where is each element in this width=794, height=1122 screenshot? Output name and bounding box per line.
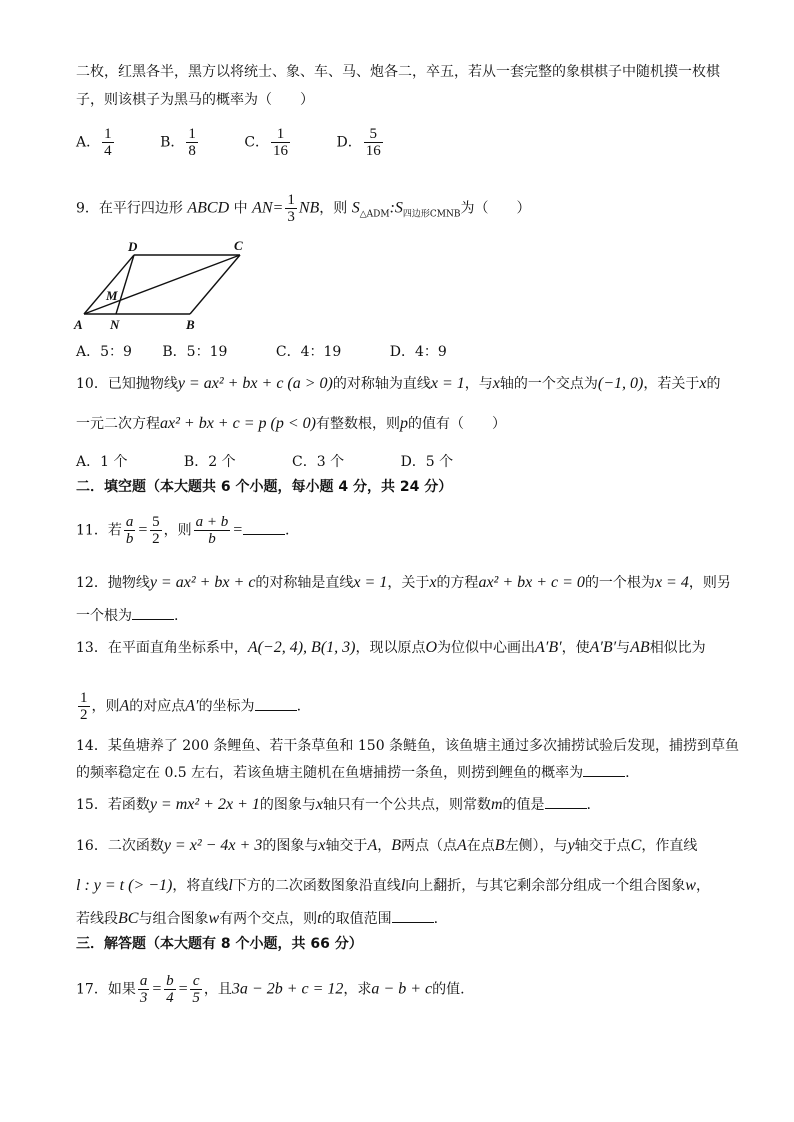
q10-option-a: A．1 个 <box>76 454 128 470</box>
label-n: N <box>110 317 120 332</box>
q12-answer-blank <box>132 605 174 620</box>
q14-line1: 14．某鱼塘养了 200 条鲤鱼、若干条草鱼和 150 条鲢鱼，该鱼塘主通过多次捕捞试验后发现，捕捞到草鱼 <box>76 738 740 754</box>
q13-line2: $\frac{1}{2}$ ，则A的对应点A′的坐标为 . <box>80 690 302 723</box>
q10-option-d: D．5 个 <box>400 454 454 470</box>
q16-answer-blank <box>392 908 434 923</box>
q10-options <box>76 452 493 472</box>
parallelogram-figure <box>72 236 252 334</box>
label-b: B <box>186 317 195 332</box>
q16-line1: 16．二次函数y = x² − 4x + 3的图象与x轴交于A，B两点（点A在点B左侧），与y轴交于点C，作直线 <box>76 837 698 854</box>
q12-line2: 一个根为 . <box>76 605 178 626</box>
q8-option-b: B． $\frac{1}{8}$ <box>160 126 196 159</box>
q13-line1: 13．在平面直角坐标系中，A(−2, 4), B(1, 3)，现以原点O为位似中心画出A′B′，使A′B′与AB相似比为 <box>76 639 706 656</box>
label-d: D <box>128 239 138 254</box>
label-c: C <box>234 238 243 253</box>
q10-option-b: B．2 个 <box>183 454 236 470</box>
q10-line2: 一元二次方程ax² + bx + c = p (p < 0)有整数根，则p的值有（ ） <box>76 415 506 432</box>
q8-option-c: C． $\frac{1}{16}$ <box>244 126 289 159</box>
q9-stem: 9．在平行四边形 ABCD 中 AN= $\frac{1}{3}$ NB，则 $S_{\triangle ADM}:S_{四边形CMNB}$为（ ） <box>76 192 531 225</box>
q8-option-a: A． $\frac{1}{4}$ <box>76 126 112 159</box>
q10-option-c: C．3 个 <box>292 454 345 470</box>
q10-line1: 10．已知抛物线y = ax² + bx + c (a > 0)的对称轴为直线x = 1，与x轴的一个交点为(−1, 0)，若关于x的 <box>76 375 721 392</box>
q16-line2: l : y = t (> −1)，将直线l下方的二次函数图象沿直线l向上翻折，与其它剩余部分组成一个组合图象w， <box>76 877 710 894</box>
q8-line2: 子，则该棋子为黑马的概率为（ ） <box>76 92 314 108</box>
q17: 17．如果 $\frac{a}{3}$ = $\frac{b}{4}$ = $\frac{c}{5}$ ，且3a − 2b + c = 12，求a − b + c的值. <box>76 973 465 1006</box>
q14-line2: 的频率稳定在 0.5 左右，若该鱼塘主随机在鱼塘捕捞一条鱼，则捞到鲤鱼的概率为 . <box>76 762 630 783</box>
section-3-heading: 三．解答题（本大题有 8 个小题，共 66 分） <box>76 936 363 952</box>
q9-options <box>76 342 487 362</box>
q9-option-c: C．4：19 <box>275 344 342 360</box>
q14-answer-blank <box>583 762 625 777</box>
label-m: M <box>106 288 118 303</box>
q9-option-a: A．5：9 <box>76 344 132 360</box>
q8-line1: 二枚，红黑各半，黑方以将统士、象、车、马、炮各二，卒五，若从一套完整的象棋棋子中随机摸一枚棋 <box>76 64 720 80</box>
q11: 11．若 $\frac{a}{b}$ = $\frac{5}{2}$ ，则 $\frac{a + b}{b}$ = . <box>76 514 290 547</box>
q12-line1: 12．抛物线y = ax² + bx + c的对称轴是直线x = 1，关于x的方程ax² + bx + c = 0的一个根为x = 4，则另 <box>76 574 731 591</box>
q9-option-d: D．4：9 <box>389 344 447 360</box>
q13-answer-blank <box>255 696 297 711</box>
q15-answer-blank <box>545 794 587 809</box>
section-2-heading: 二．填空题（本大题共 6 个小题，每小题 4 分，共 24 分） <box>76 479 453 495</box>
q16-line3: 若线段BC与组合图象w有两个交点，则t的取值范围 . <box>76 910 439 927</box>
q8-options <box>76 126 425 159</box>
q15: 15．若函数y = mx² + 2x + 1的图象与x轴只有一个公共点，则常数m的值是 . <box>76 796 591 813</box>
q9-option-b: B．5：19 <box>162 344 228 360</box>
label-a: A <box>74 317 83 332</box>
q8-option-d: D． $\frac{5}{16}$ <box>336 126 381 159</box>
q11-answer-blank <box>243 520 285 535</box>
